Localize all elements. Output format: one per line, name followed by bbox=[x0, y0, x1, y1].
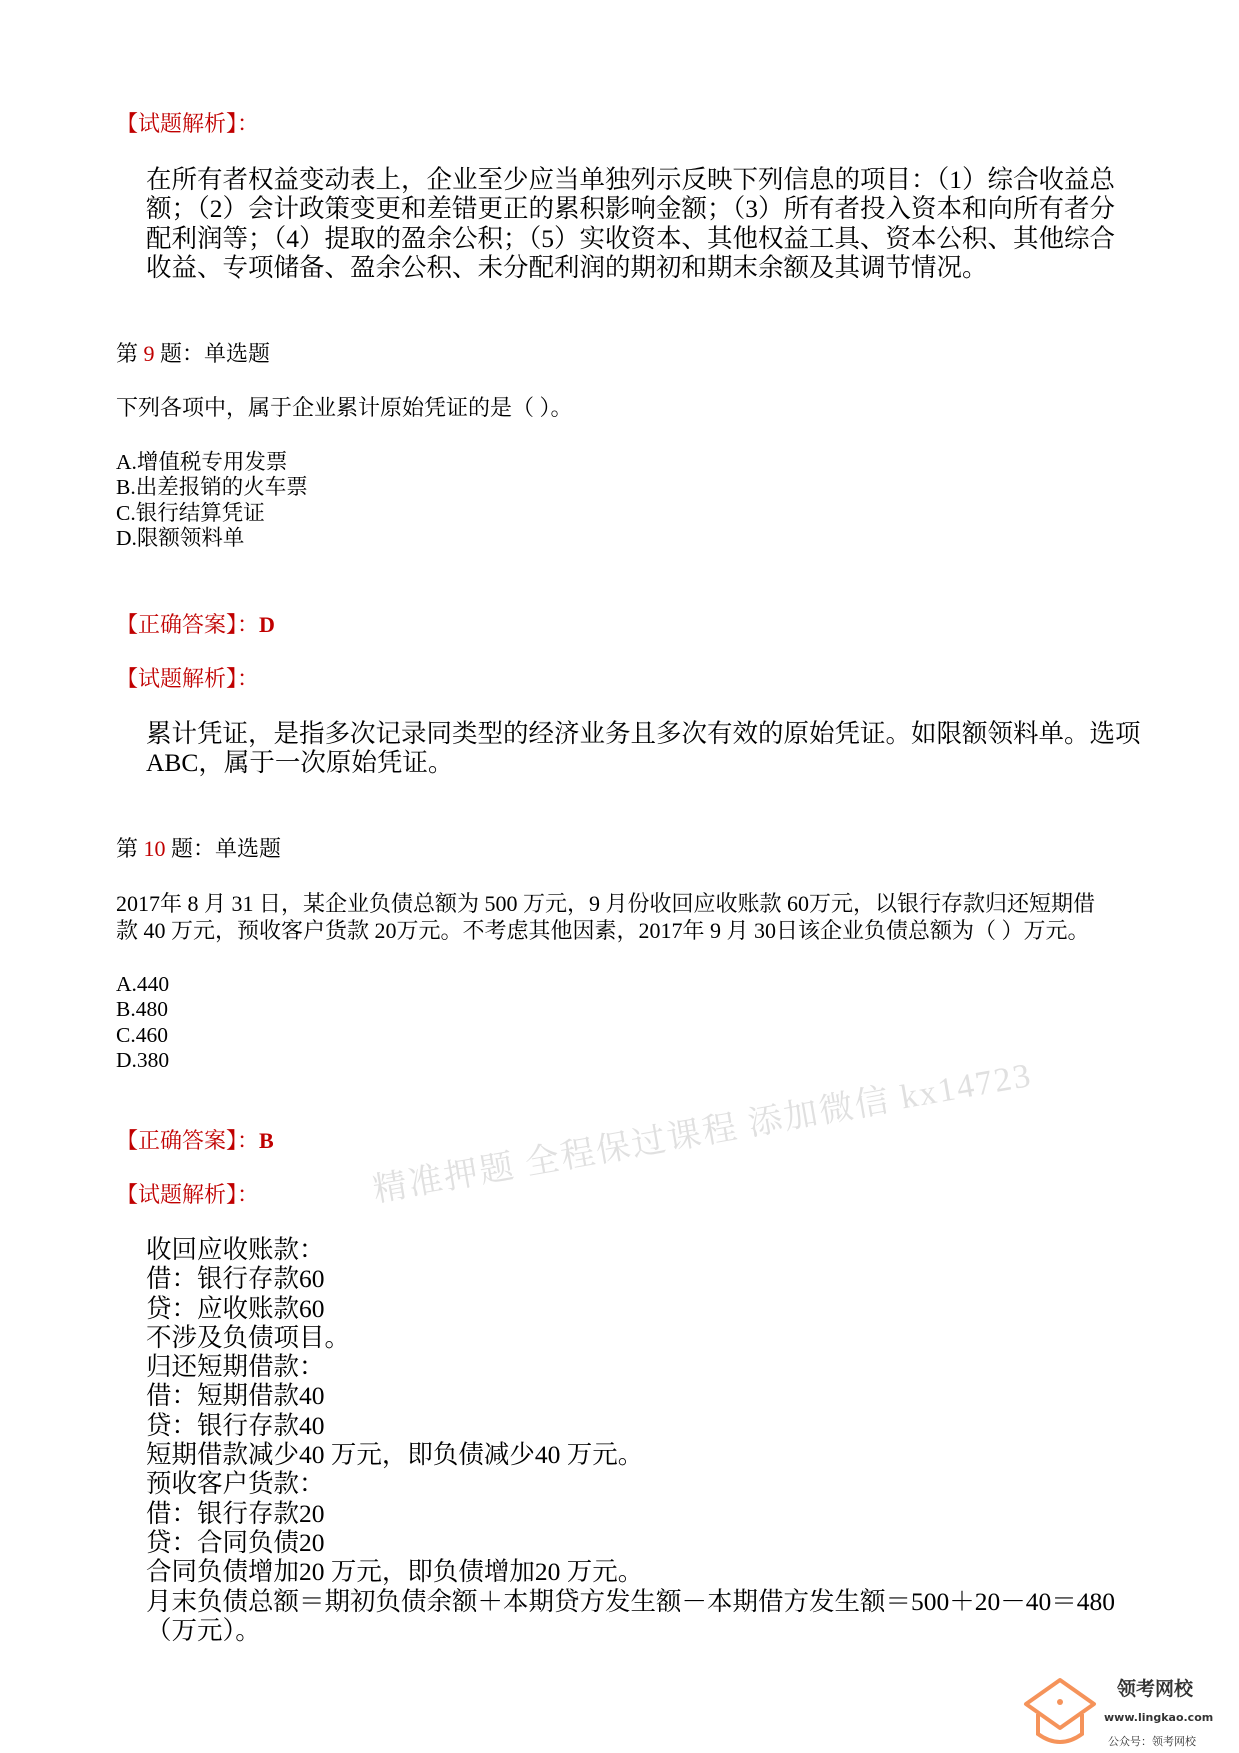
heading-prefix: 第 bbox=[116, 341, 144, 366]
graduation-cap-icon bbox=[1022, 1676, 1098, 1748]
analysis-line: 在所有者权益变动表上，企业至少应当单独列示反映下列信息的项目：（1）综合收益总 bbox=[146, 165, 1116, 194]
option-c: C.银行结算凭证 bbox=[116, 500, 265, 525]
analysis-line: 贷：应收账款60 bbox=[146, 1293, 325, 1323]
analysis-line: 借：短期借款40 bbox=[146, 1381, 325, 1411]
logo-url: www.lingkao.com bbox=[1104, 1711, 1214, 1724]
question-text: 下列各项中，属于企业累计原始凭证的是（ ）。 bbox=[116, 395, 573, 420]
analysis-line: 合同负债增加20 万元，即负债增加20 万元。 bbox=[146, 1557, 644, 1587]
answer-label: 【正确答案】： bbox=[116, 612, 260, 637]
answer-label: 【正确答案】： bbox=[116, 1128, 260, 1153]
analysis-line: 月末负债总额＝期初负债余额＋本期贷方发生额－本期借方发生额＝500＋20－40＝480 bbox=[146, 1586, 1116, 1616]
option-b: B.480 bbox=[116, 997, 168, 1022]
options-list bbox=[116, 972, 169, 1073]
correct-answer bbox=[116, 1128, 274, 1154]
heading-suffix: 题：单选题 bbox=[154, 341, 271, 366]
heading-prefix: 第 bbox=[116, 836, 144, 861]
option-a: A.440 bbox=[116, 972, 170, 996]
analysis-line: 配利润等；（4）提取的盈余公积；（5）实收资本、其他权益工具、资本公积、其他综合 bbox=[146, 223, 1116, 253]
analysis-text bbox=[146, 1235, 1115, 1645]
heading-suffix: 题：单选题 bbox=[165, 836, 282, 861]
analysis-line: （万元）。 bbox=[146, 1615, 261, 1645]
option-d: D.限额领料单 bbox=[116, 525, 245, 550]
correct-answer bbox=[116, 612, 275, 638]
watermark: 精准押题 全程保过课程 添加微信 kx14723 bbox=[370, 1056, 1035, 1210]
logo-name: 领考网校 bbox=[1117, 1678, 1194, 1700]
analysis-text bbox=[146, 165, 1115, 282]
analysis-line: ABC，属于一次原始凭证。 bbox=[146, 748, 454, 778]
option-d: D.380 bbox=[116, 1047, 170, 1072]
analysis-line: 额；（2）会计政策变更和差错更正的累积影响金额；（3）所有者投入资本和向所有者分 bbox=[146, 194, 1116, 224]
analysis-line: 借：银行存款20 bbox=[146, 1498, 325, 1528]
analysis-line: 不涉及负债项目。 bbox=[146, 1322, 351, 1352]
analysis-label: 【试题解析】： bbox=[116, 111, 260, 136]
analysis-text bbox=[146, 719, 1141, 778]
option-c: C.460 bbox=[116, 1022, 168, 1047]
answer-value: B bbox=[259, 1128, 274, 1153]
answer-value: D bbox=[259, 612, 275, 637]
question-number: 9 bbox=[143, 341, 155, 366]
analysis-line: 预收客户货款： bbox=[146, 1469, 325, 1499]
option-a: A.增值税专用发票 bbox=[116, 450, 288, 474]
analysis-line: 借：银行存款60 bbox=[146, 1264, 325, 1294]
question-heading bbox=[116, 836, 281, 863]
analysis-label: 【试题解析】： bbox=[116, 666, 260, 691]
option-b: B.出差报销的火车票 bbox=[116, 475, 308, 500]
analysis-line: 收回应收账款： bbox=[146, 1235, 325, 1264]
analysis-line: 贷：合同负债20 bbox=[146, 1527, 325, 1557]
question-line: 款 40 万元，预收客户货款 20万元。不考虑其他因素，2017年 9 月 30日该企业负债总额为（ ）万元。 bbox=[116, 917, 1090, 943]
analysis-line: 收益、专项储备、盈余公积、未分配利润的期初和期末余额及其调节情况。 bbox=[146, 252, 988, 282]
question-line: 2017年 8 月 31 日，某企业负债总额为 500 万元，9 月份收回应收账款 60万元，以银行存款归还短期借 bbox=[116, 891, 1096, 916]
analysis-line: 归还短期借款： bbox=[146, 1352, 325, 1382]
options-list bbox=[116, 450, 308, 551]
analysis-line: 贷：银行存款40 bbox=[146, 1410, 325, 1440]
question-text bbox=[116, 891, 1095, 944]
question-heading bbox=[116, 341, 270, 368]
analysis-line: 短期借款减少40 万元，即负债减少40 万元。 bbox=[146, 1440, 644, 1470]
question-number: 10 bbox=[143, 836, 166, 861]
analysis-line: 累计凭证，是指多次记录同类型的经济业务且多次有效的原始凭证。如限额领料单。选项 bbox=[146, 719, 1141, 748]
analysis-label: 【试题解析】： bbox=[116, 1182, 260, 1207]
lingkao-logo bbox=[1022, 1668, 1239, 1753]
logo-wechat: 公众号：领考网校 bbox=[1108, 1735, 1196, 1748]
